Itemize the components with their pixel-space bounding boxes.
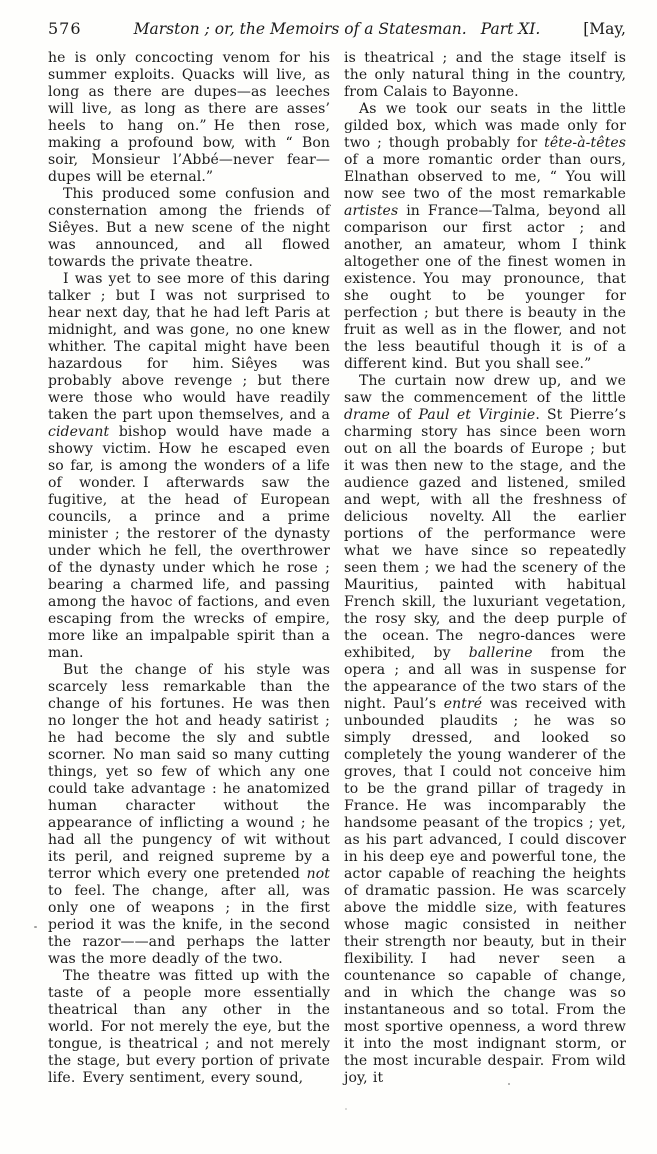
paragraph: I was yet to see more of this daring talker ; but I was not surprised to hear next day, that he had left Paris at midnight, and was gone, no one knew whither. The capital might have been hazardous for him. Siêyes was probably above revenge ; but there were those who would have readily taken the part upon themselves, and a cidevant bishop would have made a showy victim. How he escaped even so far, is among the wonders of a life of wonder. I afterwards saw the fugitive, at the head of European councils, a prince and a prime minister ; the restorer of the dynasty under which he fell, the overthrower of the dynasty under which he rose ; bearing a charmed life, and passing among the havoc of factions, and even escaping from the wrecks of empire, more like an impalpable spirit than a man. xyxy=(48,271,330,661)
italic-text: cidevant xyxy=(48,424,110,440)
scan-speck xyxy=(345,1108,347,1110)
italic-text: not xyxy=(306,866,330,882)
page-header xyxy=(48,19,626,38)
scan-speck xyxy=(610,589,612,591)
issue-date: [May, xyxy=(583,20,626,38)
right-column xyxy=(344,50,626,1087)
page-number: 576 xyxy=(48,19,82,38)
italic-text: artistes xyxy=(344,203,399,219)
paragraph: The theatre was fitted up with the taste of a people more essentially theatrical than any other in the world. For not merely the eye, but the tongue, is theatrical ; and not merely the stage, but every portion of private life. Every sentiment, every sound, xyxy=(48,968,330,1086)
paragraph: This produced some confusion and consternation among the friends of Siêyes. But a new scene of the night was announced, and all flowed towards the private theatre. xyxy=(48,186,330,270)
paragraph: The curtain now drew up, and we saw the commencement of the little drame of Paul et Virginie. St Pierre’s charming story has since been worn out on all the boards of Europe ; but it was then new to the stage, and the audience gazed and listened, smiled and wept, with all the freshness of delicious novelty. All the earlier portions of the performance were what we have since so repeatedly seen them ; we had the scenery of the Mauritius, painted with habitual French skill, the luxuriant vegetation, the rosy sky, and the deep purple of the ocean. The negro-dances were exhibited, by ballerine from the opera ; and all was in suspense for the appearance of the two stars of the night. Paul’s entré was received with unbounded plaudits ; he was so simply dressed, and looked so completely the young wanderer of the groves, that I could not conceive him to be the grand pillar of tragedy in France. He was incomparably the handsome peasant of the tropics ; yet, as his part advanced, I could discover in his deep eye and powerful tone, the actor capable of reaching the heights of dramatic passion. He was scarcely above the middle size, with features whose magic consisted in neither their strength nor beauty, but in their flexibility. I had never seen a countenance so capable of change, and in which the change was so instantaneous and so total. From the most sportive openness, a word threw it into the most indignant storm, or the most incurable despair. From wild joy, it xyxy=(344,373,627,1086)
italic-text: ballerine xyxy=(468,645,533,661)
running-title xyxy=(118,20,556,38)
part-number: Part XI. xyxy=(480,20,541,38)
italic-text: tête-à-têtes xyxy=(544,135,626,151)
italic-text: Paul et Virginie xyxy=(418,407,536,423)
running-title-text: Marston ; or, the Memoirs of a Statesman. xyxy=(133,20,467,38)
paragraph: is theatrical ; and the stage itself is the only natural thing in the country, from Calais to Bayonne. xyxy=(344,50,626,100)
scan-speck xyxy=(34,926,37,928)
scan-speck xyxy=(508,1083,510,1085)
italic-text: drame xyxy=(344,407,391,423)
paragraph: As we took our seats in the little gilded box, which was made only for two ; though probably for tête-à-têtes of a more romantic order than ours, Elnathan observed to me, “ You will now see two of the most remarkable artistes in France—Talma, beyond all comparison our first actor ; and another, an amateur, whom I think altogether one of the finest women in existence. You may pronounce, that she ought to be younger for perfection ; but there is beauty in the fruit as well as in the flower, and not the less beautiful though it is of a different kind. But you shall see.” xyxy=(344,101,626,372)
left-column xyxy=(48,50,330,1087)
paragraph: But the change of his style was scarcely less remarkable than the change of his fortunes. He was then no longer the hot and heady satirist ; he had become the sly and subtle scorner. No man said so many cutting things, yet so few of which any one could take advantage : he anatomized human character without the appearance of inflicting a wound ; he had all the pungency of wit without its peril, and reigned supreme by a terror which every one pretended not to feel. The change, after all, was only one of weapons ; in the first period it was the knife, in the second the razor——and perhaps the latter was the more deadly of the two. xyxy=(48,662,330,967)
paragraph: he is only concocting venom for his summer exploits. Quacks will live, as long as there are dupes—as leeches will live, as long as there are asses’ heels to hang on.” He then rose, making a profound bow, with “ Bon soir, Monsieur l’Abbé—never fear—dupes will be eternal.” xyxy=(48,50,330,185)
text-columns xyxy=(48,50,626,1087)
italic-text: entré xyxy=(443,696,483,712)
